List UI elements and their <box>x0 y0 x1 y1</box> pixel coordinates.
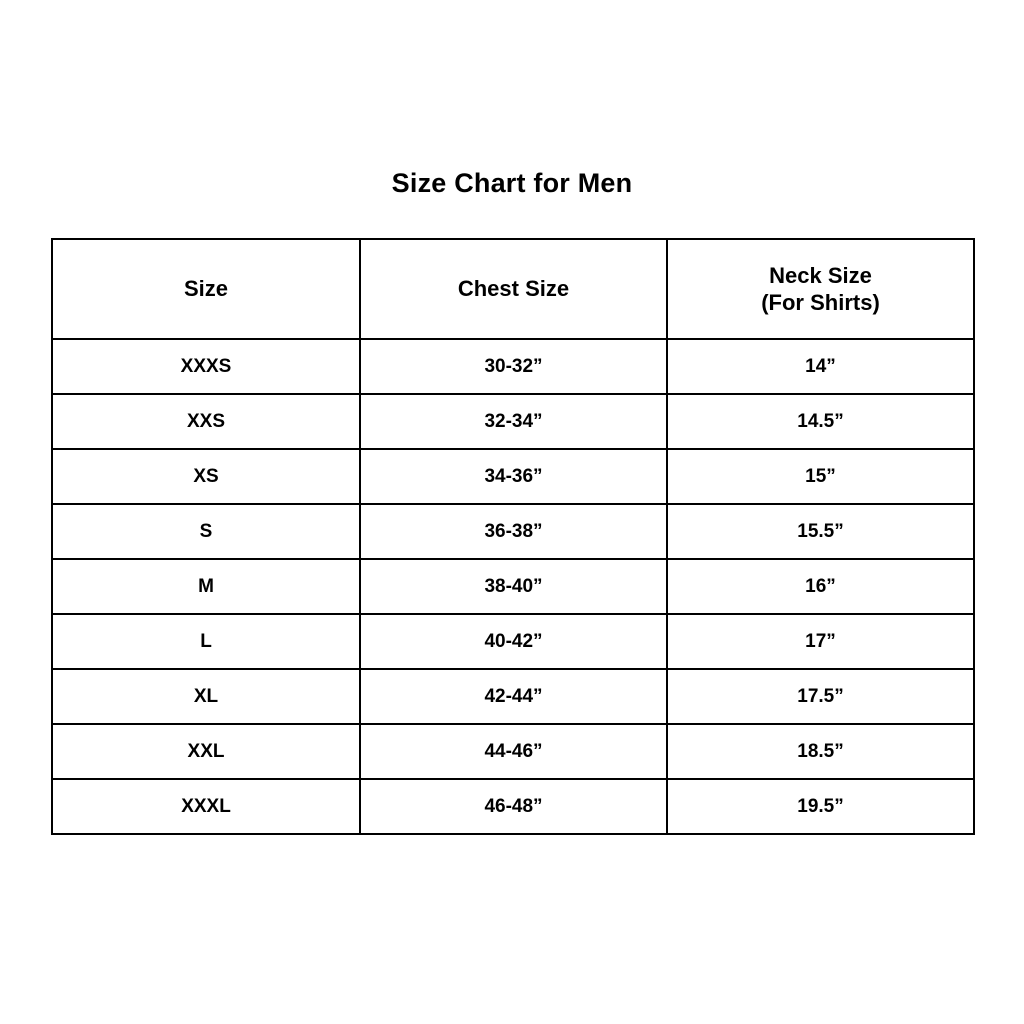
cell-chest: 46-48” <box>360 779 667 834</box>
size-table-container <box>51 238 973 835</box>
cell-neck: 14” <box>667 339 974 394</box>
cell-neck: 17” <box>667 614 974 669</box>
cell-size: XXL <box>52 724 360 779</box>
cell-size: XS <box>52 449 360 504</box>
cell-size: XXXS <box>52 339 360 394</box>
table-row <box>52 394 974 449</box>
cell-chest: 32-34” <box>360 394 667 449</box>
table-body <box>52 339 974 834</box>
cell-chest: 38-40” <box>360 559 667 614</box>
cell-neck: 16” <box>667 559 974 614</box>
column-header-chest-label: Chest Size <box>457 276 570 302</box>
column-header-neck-sublabel: (For Shirts) <box>761 290 880 315</box>
size-chart-table <box>51 238 975 835</box>
cell-size: M <box>52 559 360 614</box>
cell-chest: 30-32” <box>360 339 667 394</box>
cell-chest: 36-38” <box>360 504 667 559</box>
cell-neck: 18.5” <box>667 724 974 779</box>
cell-size: XXS <box>52 394 360 449</box>
cell-chest: 34-36” <box>360 449 667 504</box>
table-row <box>52 669 974 724</box>
table-header-row <box>52 239 974 339</box>
cell-neck: 14.5” <box>667 394 974 449</box>
cell-size: L <box>52 614 360 669</box>
cell-size: XL <box>52 669 360 724</box>
table-row <box>52 559 974 614</box>
table-row <box>52 779 974 834</box>
cell-neck: 15.5” <box>667 504 974 559</box>
table-row <box>52 504 974 559</box>
page-title: Size Chart for Men <box>391 168 633 198</box>
table-row <box>52 339 974 394</box>
table-row <box>52 614 974 669</box>
column-header-neck <box>667 239 974 339</box>
cell-size: XXXL <box>52 779 360 834</box>
table-row <box>52 449 974 504</box>
cell-neck: 19.5” <box>667 779 974 834</box>
column-header-size <box>52 239 360 339</box>
table-row <box>52 724 974 779</box>
cell-chest: 42-44” <box>360 669 667 724</box>
column-header-chest <box>360 239 667 339</box>
cell-chest: 40-42” <box>360 614 667 669</box>
cell-neck: 15” <box>667 449 974 504</box>
table-header <box>52 239 974 339</box>
cell-chest: 44-46” <box>360 724 667 779</box>
cell-neck: 17.5” <box>667 669 974 724</box>
cell-size: S <box>52 504 360 559</box>
column-header-neck-label: Neck Size <box>769 262 872 288</box>
column-header-size-label: Size <box>183 276 229 302</box>
